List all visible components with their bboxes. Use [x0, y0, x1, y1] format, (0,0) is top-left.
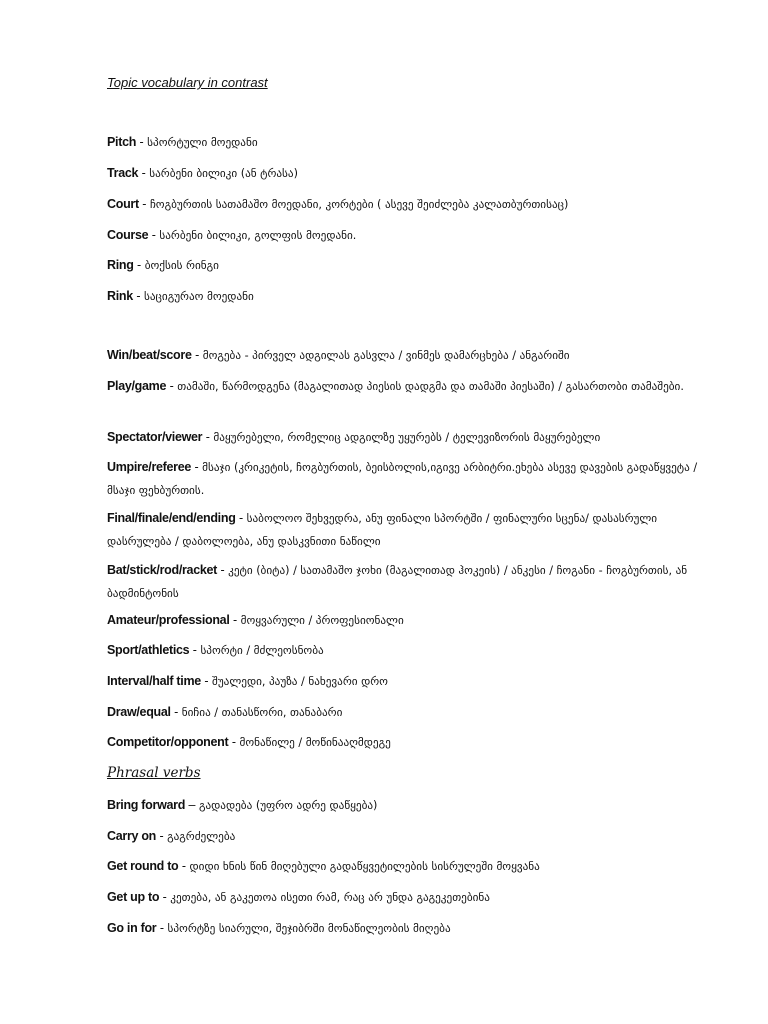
vocab-term: Track — [107, 166, 139, 180]
vocab-term: Amateur/professional — [107, 613, 230, 627]
separator: - — [138, 197, 150, 211]
separator: - — [202, 430, 214, 444]
page-title: Topic vocabulary in contrast — [107, 75, 268, 90]
vocab-term: Spectator/viewer — [107, 430, 203, 444]
vocab-definition: ბოქსის რინგი — [144, 259, 219, 272]
vocab-term: Interval/half time — [107, 674, 201, 688]
phrasal-definition: გაგრძელება — [167, 830, 236, 843]
separator: - — [136, 135, 148, 149]
separator: - — [229, 613, 241, 627]
phrasal-term: Get up to — [107, 890, 160, 904]
separator: - — [178, 859, 190, 873]
separator: - — [133, 258, 145, 272]
vocab-entry-course — [107, 224, 707, 247]
vocab-entry-ring — [107, 254, 707, 277]
vocab-entry-interval — [107, 670, 707, 693]
phrasal-entry-get-round-to — [107, 855, 707, 878]
vocab-entry-competitor — [107, 731, 707, 754]
vocab-entry-win — [107, 344, 707, 367]
vocab-definition: მოყვარული / პროფესიონალი — [240, 614, 404, 627]
vocab-definition: შუალედი, პაუზა / ნახევარი დრო — [212, 675, 388, 688]
vocab-definition: სპორტული მოედანი — [147, 136, 258, 149]
separator: - — [228, 735, 240, 749]
vocab-definition: ნიჩია / თანასწორი, თანაბარი — [181, 706, 343, 719]
vocab-term: Course — [107, 228, 149, 242]
separator: - — [159, 890, 171, 904]
phrasal-term: Bring forward — [107, 798, 186, 812]
vocab-definition: სარბენი ბილიკი, გოლფის მოედანი. — [159, 229, 357, 242]
separator: – — [185, 798, 199, 812]
vocab-term: Draw/equal — [107, 705, 171, 719]
separator: - — [191, 460, 203, 474]
separator: - — [191, 348, 203, 362]
vocab-entry-bat — [107, 559, 707, 605]
phrasal-definition: კეთება, ან გაკეთოა ისეთი რამ, რაც არ უნდა გაგეკეთებინა — [170, 891, 490, 904]
separator: - — [217, 563, 229, 577]
vocab-entry-spectator — [107, 426, 707, 449]
separator: - — [132, 289, 144, 303]
vocab-term: Bat/stick/rod/racket — [107, 563, 218, 577]
vocab-entry-court — [107, 193, 707, 216]
separator: - — [189, 643, 201, 657]
phrasal-term: Carry on — [107, 829, 157, 843]
vocab-entry-rink — [107, 285, 707, 308]
separator: - — [200, 674, 213, 688]
phrasal-entry-bring-forward — [107, 794, 707, 817]
vocab-definition: ჩოგბურთის სათამაშო მოედანი, კორტები ( ასევე შეიძლება კალათბურთისაც) — [149, 198, 569, 211]
vocab-term: Sport/athletics — [107, 643, 190, 657]
vocab-entry-sport — [107, 639, 707, 662]
phrasal-definition: გადადება (უფრო ადრე დაწყება) — [198, 799, 378, 812]
vocab-term: Ring — [107, 258, 134, 272]
separator: - — [156, 829, 168, 843]
vocab-definition: სარბენი ბილიკი (ან ტრასა) — [149, 167, 298, 180]
vocab-entry-pitch — [107, 131, 707, 154]
vocab-definition: თამაში, წარმოდგენა (მაგალითად პიესის დადგმა და თამაში პიესაში) / გასართობი თამაშები. — [177, 380, 684, 393]
vocab-term: Final/finale/end/ending — [107, 511, 236, 525]
separator: - — [138, 166, 150, 180]
phrasal-definition: სპორტზე სიარული, შეჯიბრში მონაწილეობის მიღება — [167, 922, 451, 935]
separator: - — [170, 705, 182, 719]
separator: - — [156, 921, 168, 935]
separator: - — [148, 228, 160, 242]
phrasal-entry-go-in-for — [107, 917, 707, 940]
vocab-term: Rink — [107, 289, 133, 303]
vocab-definition: მაყურებელი, რომელიც ადგილზე უყურებს / ტელევიზორის მაყურებელი — [213, 431, 601, 444]
phrasal-definition: დიდი ხნის წინ მიღებული გადაწყვეტილების სისრულეში მოყვანა — [189, 860, 540, 873]
vocab-definition: მონაწილე / მოწინააღმდეგე — [239, 736, 391, 749]
vocab-definition: საბოლოო შეხვედრა, ანუ ფინალი სპორტში / ფინალური სცენა/ დასასრული დასრულება / დაბოლოება, ანუ დასკვნითი ნაწილი — [107, 512, 658, 548]
vocab-entry-track — [107, 162, 707, 185]
phrasal-entry-carry-on — [107, 825, 707, 848]
vocab-entry-play — [107, 375, 707, 398]
vocab-definition: მოგება - პირველ ადგილას გასვლა / ვინმეს დამარცხება / ანგარიში — [202, 349, 570, 362]
vocab-term: Competitor/opponent — [107, 735, 229, 749]
vocab-definition: მსაჯი (კრიკეტის, ჩოგბურთის, ბეისბოლის,იგივე არბიტრი.ეხება ასევე დავების გადაწყვეტა / მსაჯი ფეხბურთის. — [107, 461, 698, 497]
vocab-entry-amateur — [107, 609, 707, 632]
section-heading: Phrasal verbs — [107, 765, 201, 781]
separator: - — [235, 511, 247, 525]
separator: - — [166, 379, 178, 393]
vocab-term: Court — [107, 197, 139, 211]
vocab-definition: საციგურაო მოედანი — [144, 290, 254, 303]
phrasal-entry-get-up-to — [107, 886, 707, 909]
vocab-term: Play/game — [107, 379, 167, 393]
vocab-entry-draw — [107, 701, 707, 724]
vocab-entry-final — [107, 507, 707, 553]
vocab-definition: კეტი (ბიტა) / სათამაშო ჯოხი (მაგალითად ჰოკეის) / ანკესი / ჩოგანი - ჩოგბურთის, ან ბადმინტონის — [107, 564, 688, 600]
vocab-term: Pitch — [107, 135, 137, 149]
vocab-term: Win/beat/score — [107, 348, 192, 362]
phrasal-term: Get round to — [107, 859, 179, 873]
vocab-term: Umpire/referee — [107, 460, 192, 474]
phrasal-term: Go in for — [107, 921, 157, 935]
vocab-entry-umpire — [107, 456, 707, 502]
vocab-definition: სპორტი / მძლეოსნობა — [200, 644, 324, 657]
